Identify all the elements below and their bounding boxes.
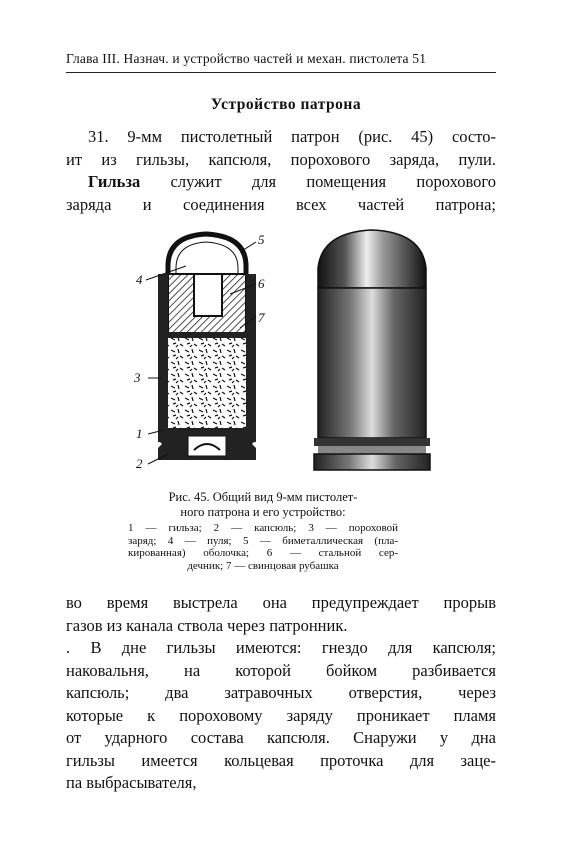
figure-legend xyxy=(128,522,398,572)
cartridge-cross-section xyxy=(146,234,256,464)
section-title: Устройство патрона xyxy=(210,96,362,113)
body-line-1: во время выстрела она предупреждает прорыв xyxy=(66,593,496,612)
body-line-2: газов из канала ствола через патронник. xyxy=(66,615,348,635)
term-gilza: Гильза xyxy=(88,172,141,191)
caption-line-1: Рис. 45. Общий вид 9-мм пистолет- xyxy=(168,490,358,504)
body-line-6: которые к пороховому заряду проникает пламя xyxy=(66,705,496,725)
callout-5: 5 xyxy=(258,232,265,247)
callout-3: 3 xyxy=(134,370,141,385)
body-line-5: капсюль; два затравочных отверстия, через xyxy=(66,683,496,702)
intro-line-2: ит из гильзы, капсюля, порохового заряда, пули. xyxy=(66,149,496,169)
running-head: Глава III. Назнач. и устройство частей и механ. пистолета 51 xyxy=(66,51,427,66)
legend-line-4: дечник; 7 — свинцовая рубашка xyxy=(187,559,339,572)
cartridge-exterior xyxy=(314,230,430,470)
header-rule xyxy=(66,72,496,73)
figure-caption xyxy=(128,490,398,519)
intro-line-4: заряда и соединения всех частей патрона; xyxy=(66,194,496,214)
cartridge-illustration xyxy=(128,228,448,488)
figure-45 xyxy=(128,228,448,488)
intro-line-3 xyxy=(66,171,496,194)
body-line-9: па выбрасывателя, xyxy=(66,773,197,792)
intro-line-1: 31. 9-мм пистолетный патрон (рис. 45) состо- xyxy=(88,127,496,146)
caption-line-2: ного патрона и его устройство: xyxy=(180,504,346,519)
legend-line-1: 1 — гильза; 2 — капсюль; 3 — пороховой xyxy=(128,522,398,534)
legend-line-3: кированная) оболочка; 6 — стальной сер- xyxy=(128,547,398,559)
callout-7: 7 xyxy=(258,310,265,325)
body-line-4: наковальня, на которой бойком разбивается xyxy=(66,660,496,680)
body-line-3: . В дне гильзы имеются: гнездо для капсюля; xyxy=(66,638,496,657)
legend-line-2: заряд; 4 — пуля; 5 — биметаллическая (пла- xyxy=(128,534,398,547)
callout-4: 4 xyxy=(136,272,143,287)
intro-paragraph xyxy=(66,126,496,216)
body-line-8: гильзы имеется кольцевая проточка для заце- xyxy=(66,750,496,770)
callout-6: 6 xyxy=(258,276,265,291)
callout-1: 1 xyxy=(136,426,143,441)
callout-2: 2 xyxy=(136,456,143,471)
body-paragraph xyxy=(66,592,496,795)
body-line-7: от ударного состава капсюля. Снаружи у дна xyxy=(66,728,496,747)
intro-line-3-rest: служит для помещения порохового xyxy=(140,172,496,191)
